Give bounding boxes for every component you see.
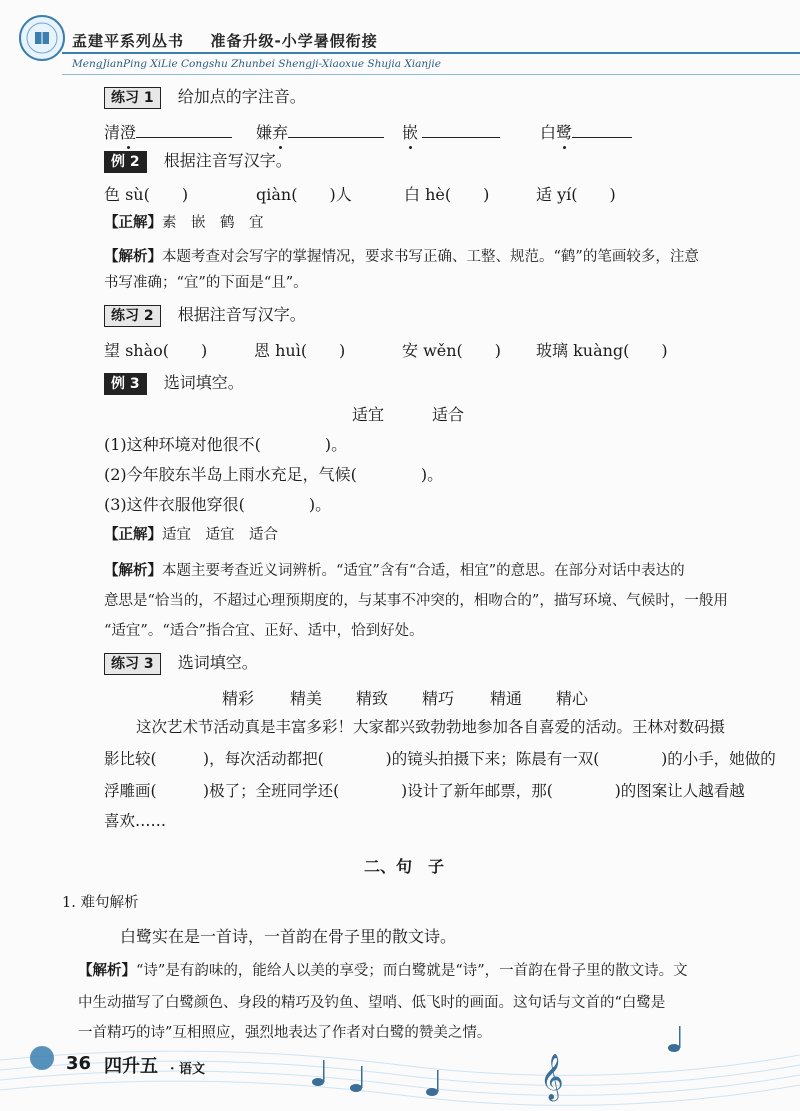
example-2-item: 色 sù( ) [104, 185, 189, 204]
question-1: (1)这种环境对他很不( )。 [104, 435, 348, 454]
word-choice: 精美 [290, 689, 323, 708]
passage-line: 这次艺术节活动真是丰富多彩！大家都兴致勃勃地参加各自喜爱的活动。王林对数码摄 [136, 718, 726, 736]
example-3-analysis [104, 560, 685, 582]
dotted-char: 鹭 [556, 123, 573, 142]
analysis-text: 本题主要考查近义词辨析。“适宜”含有“合适，相宜”的意思。在部分对话中表达的 [162, 563, 685, 579]
publisher-logo-icon [18, 14, 66, 62]
analysis-text: “适宜”。“适合”指合宜、正好、适中，恰到好处。 [104, 623, 424, 639]
header-title [72, 30, 378, 51]
series-name: 孟建平系列丛书 [72, 32, 185, 50]
analysis-text: 中生动描写了白鹭颜色、身段的精巧及钓鱼、望哨、低飞时的画面。这句话与文首的“白鹭是 [78, 995, 666, 1011]
example-prompt: 选词填空。 [163, 373, 244, 392]
subsection-title: 1. 难句解析 [62, 895, 139, 911]
section-2-analysis [78, 960, 688, 982]
example-2-analysis [104, 246, 699, 268]
example-2-heading [104, 150, 292, 173]
word-choice: 精巧 [422, 689, 455, 708]
question-2: (2)今年胶东半岛上雨水充足，气候( )。 [104, 465, 444, 484]
header-divider-thin [62, 74, 800, 75]
answer-label: 【正解】 [104, 526, 162, 543]
example-2-answer [104, 212, 264, 234]
page-number: 36 [66, 1053, 92, 1074]
answer-blank[interactable] [288, 123, 384, 138]
header-divider [62, 52, 800, 54]
example-3-heading [104, 372, 244, 395]
answer-text: 素 嵌 鹤 宜 [162, 215, 264, 231]
analysis-label: 【解析】 [104, 248, 162, 265]
exercise-2-item: 安 wěn( ) [402, 341, 502, 360]
exercise-tag: 练习 1 [104, 87, 161, 109]
question-3: (3)这件衣服他穿很( )。 [104, 495, 332, 514]
answer-text: 适宜 适宜 适合 [162, 527, 278, 543]
grade-label: 四升五 [104, 1056, 158, 1077]
exercise-1-item [256, 122, 384, 144]
word-choice: 精通 [490, 689, 523, 708]
item-text: 白 [540, 123, 557, 142]
exercise-prompt: 根据注音写汉字。 [177, 305, 306, 324]
exercise-2-item: 恩 huì( ) [254, 341, 346, 360]
answer-blank[interactable] [136, 123, 232, 138]
analysis-label: 【解析】 [104, 562, 162, 579]
exercise-tag: 练习 2 [104, 305, 161, 327]
passage-line: 影比较( )，每次活动都把( )的镜头拍摄下来；陈晨有一双( )的小手，她做的 [104, 750, 776, 768]
analysis-text: 书写准确；“宜”的下面是“且”。 [104, 275, 308, 291]
exercise-prompt: 选词填空。 [177, 653, 258, 672]
item-text: 嫌 [256, 123, 273, 142]
example-2-item: 白 hè( ) [404, 185, 490, 204]
analysis-label: 【解析】 [78, 962, 136, 979]
exercise-2-heading [104, 304, 306, 327]
exercise-2-item: 望 shào( ) [104, 341, 208, 360]
key-sentence: 白鹭实在是一首诗，一首韵在骨子里的散文诗。 [120, 927, 457, 946]
word-choice: 精心 [556, 689, 589, 708]
answer-blank[interactable] [422, 123, 500, 138]
example-3-answer [104, 524, 278, 546]
word-choices: 适宜 适合 [352, 405, 465, 424]
header-pinyin: MengJianPing XiLie Congshu Zhunbei Shengji-Xiaoxue Shujia Xianjie [72, 58, 442, 70]
footer-bullet-icon [30, 1046, 54, 1070]
subject-label: · 语文 [170, 1062, 206, 1077]
dotted-char: 嵌 [402, 123, 419, 142]
dotted-char: 弃 [272, 123, 289, 142]
word-choice: 精致 [356, 689, 389, 708]
svg-text:𝄞: 𝄞 [540, 1054, 564, 1100]
example-tag: 例 3 [104, 373, 147, 395]
analysis-text: 本题考查对会写字的掌握情况，要求书写正确、工整、规范。“鹤”的笔画较多，注意 [162, 249, 699, 265]
exercise-1-item [104, 122, 232, 144]
exercise-1-heading [104, 86, 306, 109]
exercise-2-item: 玻璃 kuàng( ) [536, 341, 668, 360]
exercise-prompt: 给加点的字注音。 [177, 87, 306, 106]
example-prompt: 根据注音写汉字。 [163, 151, 292, 170]
item-text: 清 [104, 123, 121, 142]
book-name: 准备升级-小学暑假衔接 [210, 32, 378, 50]
exercise-tag: 练习 3 [104, 653, 161, 675]
answer-blank[interactable] [572, 123, 632, 138]
example-2-item: 适 yí( ) [536, 185, 616, 204]
passage-line: 浮雕画( )极了；全班同学还( )设计了新年邮票，那( )的图案让人越看越 [104, 782, 745, 800]
exercise-1-item [402, 122, 500, 144]
example-tag: 例 2 [104, 151, 147, 173]
passage-line: 喜欢…… [104, 812, 167, 830]
section-title: 二、句 子 [364, 857, 445, 876]
example-2-item: qiàn( )人 [256, 185, 352, 204]
exercise-1-item [540, 122, 632, 144]
word-choice: 精彩 [222, 689, 255, 708]
analysis-text: 一首精巧的诗”互相照应，强烈地表达了作者对白鹭的赞美之情。 [78, 1025, 492, 1041]
exercise-3-heading [104, 652, 258, 675]
analysis-text: “诗”是有韵味的，能给人以美的享受；而白鹭就是“诗”，一首韵在骨子里的散文诗。文 [136, 963, 688, 979]
dotted-char: 澄 [120, 123, 137, 142]
analysis-text: 意思是“恰当的，不超过心理预期度的，与某事不冲突的，相吻合的”，描写环境、气候时，一般用 [104, 593, 728, 609]
answer-label: 【正解】 [104, 214, 162, 231]
